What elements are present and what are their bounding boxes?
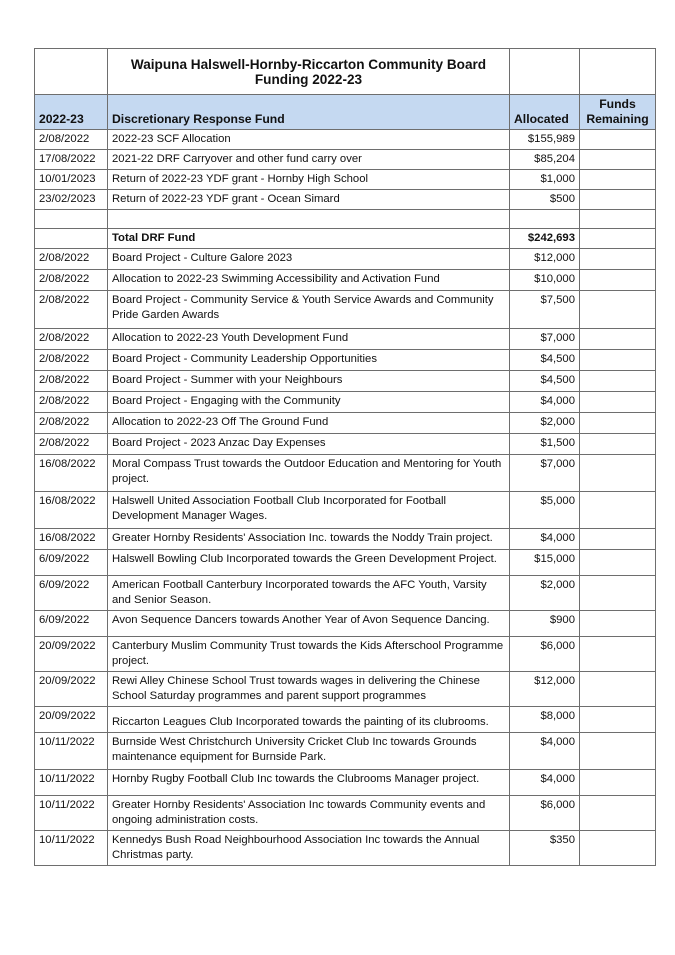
table-row	[35, 371, 656, 392]
row-description: Riccarton Leagues Club Incorporated towards the painting of its clubrooms.	[108, 707, 510, 733]
row-date: 6/09/2022	[35, 576, 108, 611]
row-date: 10/11/2022	[35, 831, 108, 866]
row-date: 2/08/2022	[35, 434, 108, 455]
row-amount: $7,000	[510, 329, 580, 350]
row-amount: $155,989	[510, 130, 580, 150]
row-remaining	[580, 350, 656, 371]
row-date: 2/08/2022	[35, 249, 108, 270]
table-row	[35, 329, 656, 350]
row-remaining	[580, 611, 656, 637]
row-description: Board Project - Culture Galore 2023	[108, 249, 510, 270]
header-row	[35, 95, 656, 130]
row-date: 10/11/2022	[35, 796, 108, 831]
table-row	[35, 291, 656, 329]
row-amount: $4,500	[510, 371, 580, 392]
income-rows	[35, 130, 656, 210]
row-description: Greater Hornby Residents' Association Inc towards Community events and ongoing administration costs.	[108, 796, 510, 831]
title-row	[35, 49, 656, 95]
row-description: Rewi Alley Chinese School Trust towards wages in delivering the Chinese School Saturday programmes and parent support programmes	[108, 672, 510, 707]
row-remaining	[580, 707, 656, 733]
row-date: 10/11/2022	[35, 733, 108, 770]
row-remaining	[580, 576, 656, 611]
row-description: Board Project - 2023 Anzac Day Expenses	[108, 434, 510, 455]
title-blank-cell	[510, 49, 580, 95]
row-description: Hornby Rugby Football Club Inc towards the Clubrooms Manager project.	[108, 770, 510, 796]
table-row	[35, 455, 656, 492]
row-remaining	[580, 130, 656, 150]
row-remaining	[580, 455, 656, 492]
row-amount: $85,204	[510, 150, 580, 170]
total-amount: $242,693	[510, 229, 580, 249]
row-amount: $500	[510, 190, 580, 210]
row-description: Avon Sequence Dancers towards Another Year of Avon Sequence Dancing.	[108, 611, 510, 637]
row-amount: $4,000	[510, 770, 580, 796]
row-remaining	[580, 637, 656, 672]
row-description: Greater Hornby Residents' Association Inc. towards the Noddy Train project.	[108, 529, 510, 550]
row-remaining	[580, 733, 656, 770]
row-amount: $6,000	[510, 637, 580, 672]
row-description: Allocation to 2022-23 Youth Development Fund	[108, 329, 510, 350]
row-date: 2/08/2022	[35, 291, 108, 329]
row-remaining	[580, 796, 656, 831]
row-amount: $2,000	[510, 413, 580, 434]
row-date: 23/02/2023	[35, 190, 108, 210]
row-description: Kennedys Bush Road Neighbourhood Association Inc towards the Annual Christmas party.	[108, 831, 510, 866]
table-row	[35, 492, 656, 529]
row-remaining	[580, 550, 656, 576]
row-description: 2021-22 DRF Carryover and other fund carry over	[108, 150, 510, 170]
row-date: 2/08/2022	[35, 350, 108, 371]
row-date: 20/09/2022	[35, 707, 108, 733]
row-description: Board Project - Engaging with the Community	[108, 392, 510, 413]
row-description: Moral Compass Trust towards the Outdoor Education and Mentoring for Youth project.	[108, 455, 510, 492]
row-date: 2/08/2022	[35, 130, 108, 150]
row-date: 2/08/2022	[35, 329, 108, 350]
table-row	[35, 190, 656, 210]
row-date: 20/09/2022	[35, 637, 108, 672]
header-year: 2022-23	[35, 95, 108, 130]
row-amount: $12,000	[510, 672, 580, 707]
spacer-row	[35, 210, 656, 229]
row-amount: $7,500	[510, 291, 580, 329]
row-description: Canterbury Muslim Community Trust towards the Kids Afterschool Programme project.	[108, 637, 510, 672]
row-remaining	[580, 434, 656, 455]
table-row	[35, 434, 656, 455]
row-date: 16/08/2022	[35, 529, 108, 550]
title-line-2: Funding 2022-23	[254, 71, 363, 87]
table-row	[35, 270, 656, 291]
row-date: 2/08/2022	[35, 270, 108, 291]
table-row	[35, 130, 656, 150]
row-amount: $4,000	[510, 392, 580, 413]
table-row	[35, 733, 656, 770]
row-amount: $5,000	[510, 492, 580, 529]
table-row	[35, 672, 656, 707]
table-row	[35, 637, 656, 672]
row-remaining	[580, 329, 656, 350]
row-amount: $10,000	[510, 270, 580, 291]
table-row	[35, 529, 656, 550]
row-description: Allocation to 2022-23 Off The Ground Fund	[108, 413, 510, 434]
row-remaining	[580, 291, 656, 329]
row-remaining	[580, 270, 656, 291]
table-row	[35, 170, 656, 190]
row-remaining	[580, 371, 656, 392]
table-row	[35, 150, 656, 170]
row-amount: $4,000	[510, 733, 580, 770]
table-row	[35, 249, 656, 270]
row-amount: $15,000	[510, 550, 580, 576]
row-amount: $6,000	[510, 796, 580, 831]
table-row	[35, 707, 656, 733]
row-remaining	[580, 831, 656, 866]
row-remaining	[580, 492, 656, 529]
title-blank-cell	[35, 49, 108, 95]
header-allocated: Allocated	[510, 95, 580, 130]
row-amount: $1,000	[510, 170, 580, 190]
row-amount: $4,500	[510, 350, 580, 371]
table-row	[35, 392, 656, 413]
header-remaining-line-2: Remaining	[586, 112, 649, 126]
total-label: Total DRF Fund	[108, 229, 510, 249]
row-amount: $4,000	[510, 529, 580, 550]
header-fund: Discretionary Response Fund	[108, 95, 510, 130]
row-date: 6/09/2022	[35, 611, 108, 637]
row-description: Board Project - Community Leadership Opportunities	[108, 350, 510, 371]
row-description: 2022-23 SCF Allocation	[108, 130, 510, 150]
row-amount: $12,000	[510, 249, 580, 270]
row-remaining	[580, 170, 656, 190]
row-date: 2/08/2022	[35, 413, 108, 434]
table-row	[35, 796, 656, 831]
title-line-1: Waipuna Halswell-Hornby-Riccarton Community Board	[130, 56, 487, 72]
row-remaining	[580, 672, 656, 707]
table-row	[35, 576, 656, 611]
row-remaining	[580, 392, 656, 413]
row-description: Burnside West Christchurch University Cricket Club Inc towards Grounds maintenance equipment for Burnside Park.	[108, 733, 510, 770]
row-description: Halswell United Association Football Club Incorporated for Football Development Manager Wages.	[108, 492, 510, 529]
row-amount: $2,000	[510, 576, 580, 611]
row-date: 6/09/2022	[35, 550, 108, 576]
row-description: Return of 2022-23 YDF grant - Ocean Simard	[108, 190, 510, 210]
total-row	[35, 229, 656, 249]
row-remaining	[580, 529, 656, 550]
table-row	[35, 611, 656, 637]
row-remaining	[580, 770, 656, 796]
row-description: Return of 2022-23 YDF grant - Hornby High School	[108, 170, 510, 190]
table-title	[108, 49, 510, 95]
row-description: Halswell Bowling Club Incorporated towards the Green Development Project.	[108, 550, 510, 576]
row-amount: $7,000	[510, 455, 580, 492]
total-date-cell	[35, 229, 108, 249]
table-row	[35, 350, 656, 371]
row-remaining	[580, 190, 656, 210]
row-amount: $8,000	[510, 707, 580, 733]
row-description: Allocation to 2022-23 Swimming Accessibility and Activation Fund	[108, 270, 510, 291]
row-remaining	[580, 150, 656, 170]
row-amount: $1,500	[510, 434, 580, 455]
table-row	[35, 831, 656, 866]
row-date: 20/09/2022	[35, 672, 108, 707]
row-date: 16/08/2022	[35, 492, 108, 529]
allocation-rows	[35, 249, 656, 866]
funding-table	[34, 48, 656, 866]
header-remaining-line-1: Funds	[599, 97, 636, 111]
table-row	[35, 550, 656, 576]
row-remaining	[580, 249, 656, 270]
row-description: Board Project - Community Service & Youth Service Awards and Community Pride Garden Awards	[108, 291, 510, 329]
title-blank-cell	[580, 49, 656, 95]
row-description: American Football Canterbury Incorporated towards the AFC Youth, Varsity and Senior Season.	[108, 576, 510, 611]
row-date: 10/01/2023	[35, 170, 108, 190]
row-remaining	[580, 413, 656, 434]
row-amount: $900	[510, 611, 580, 637]
table-row	[35, 770, 656, 796]
row-date: 17/08/2022	[35, 150, 108, 170]
row-amount: $350	[510, 831, 580, 866]
row-date: 2/08/2022	[35, 371, 108, 392]
total-remaining-cell	[580, 229, 656, 249]
table-row	[35, 413, 656, 434]
row-description: Board Project - Summer with your Neighbours	[108, 371, 510, 392]
header-remaining	[580, 95, 656, 130]
row-date: 10/11/2022	[35, 770, 108, 796]
row-date: 16/08/2022	[35, 455, 108, 492]
row-date: 2/08/2022	[35, 392, 108, 413]
